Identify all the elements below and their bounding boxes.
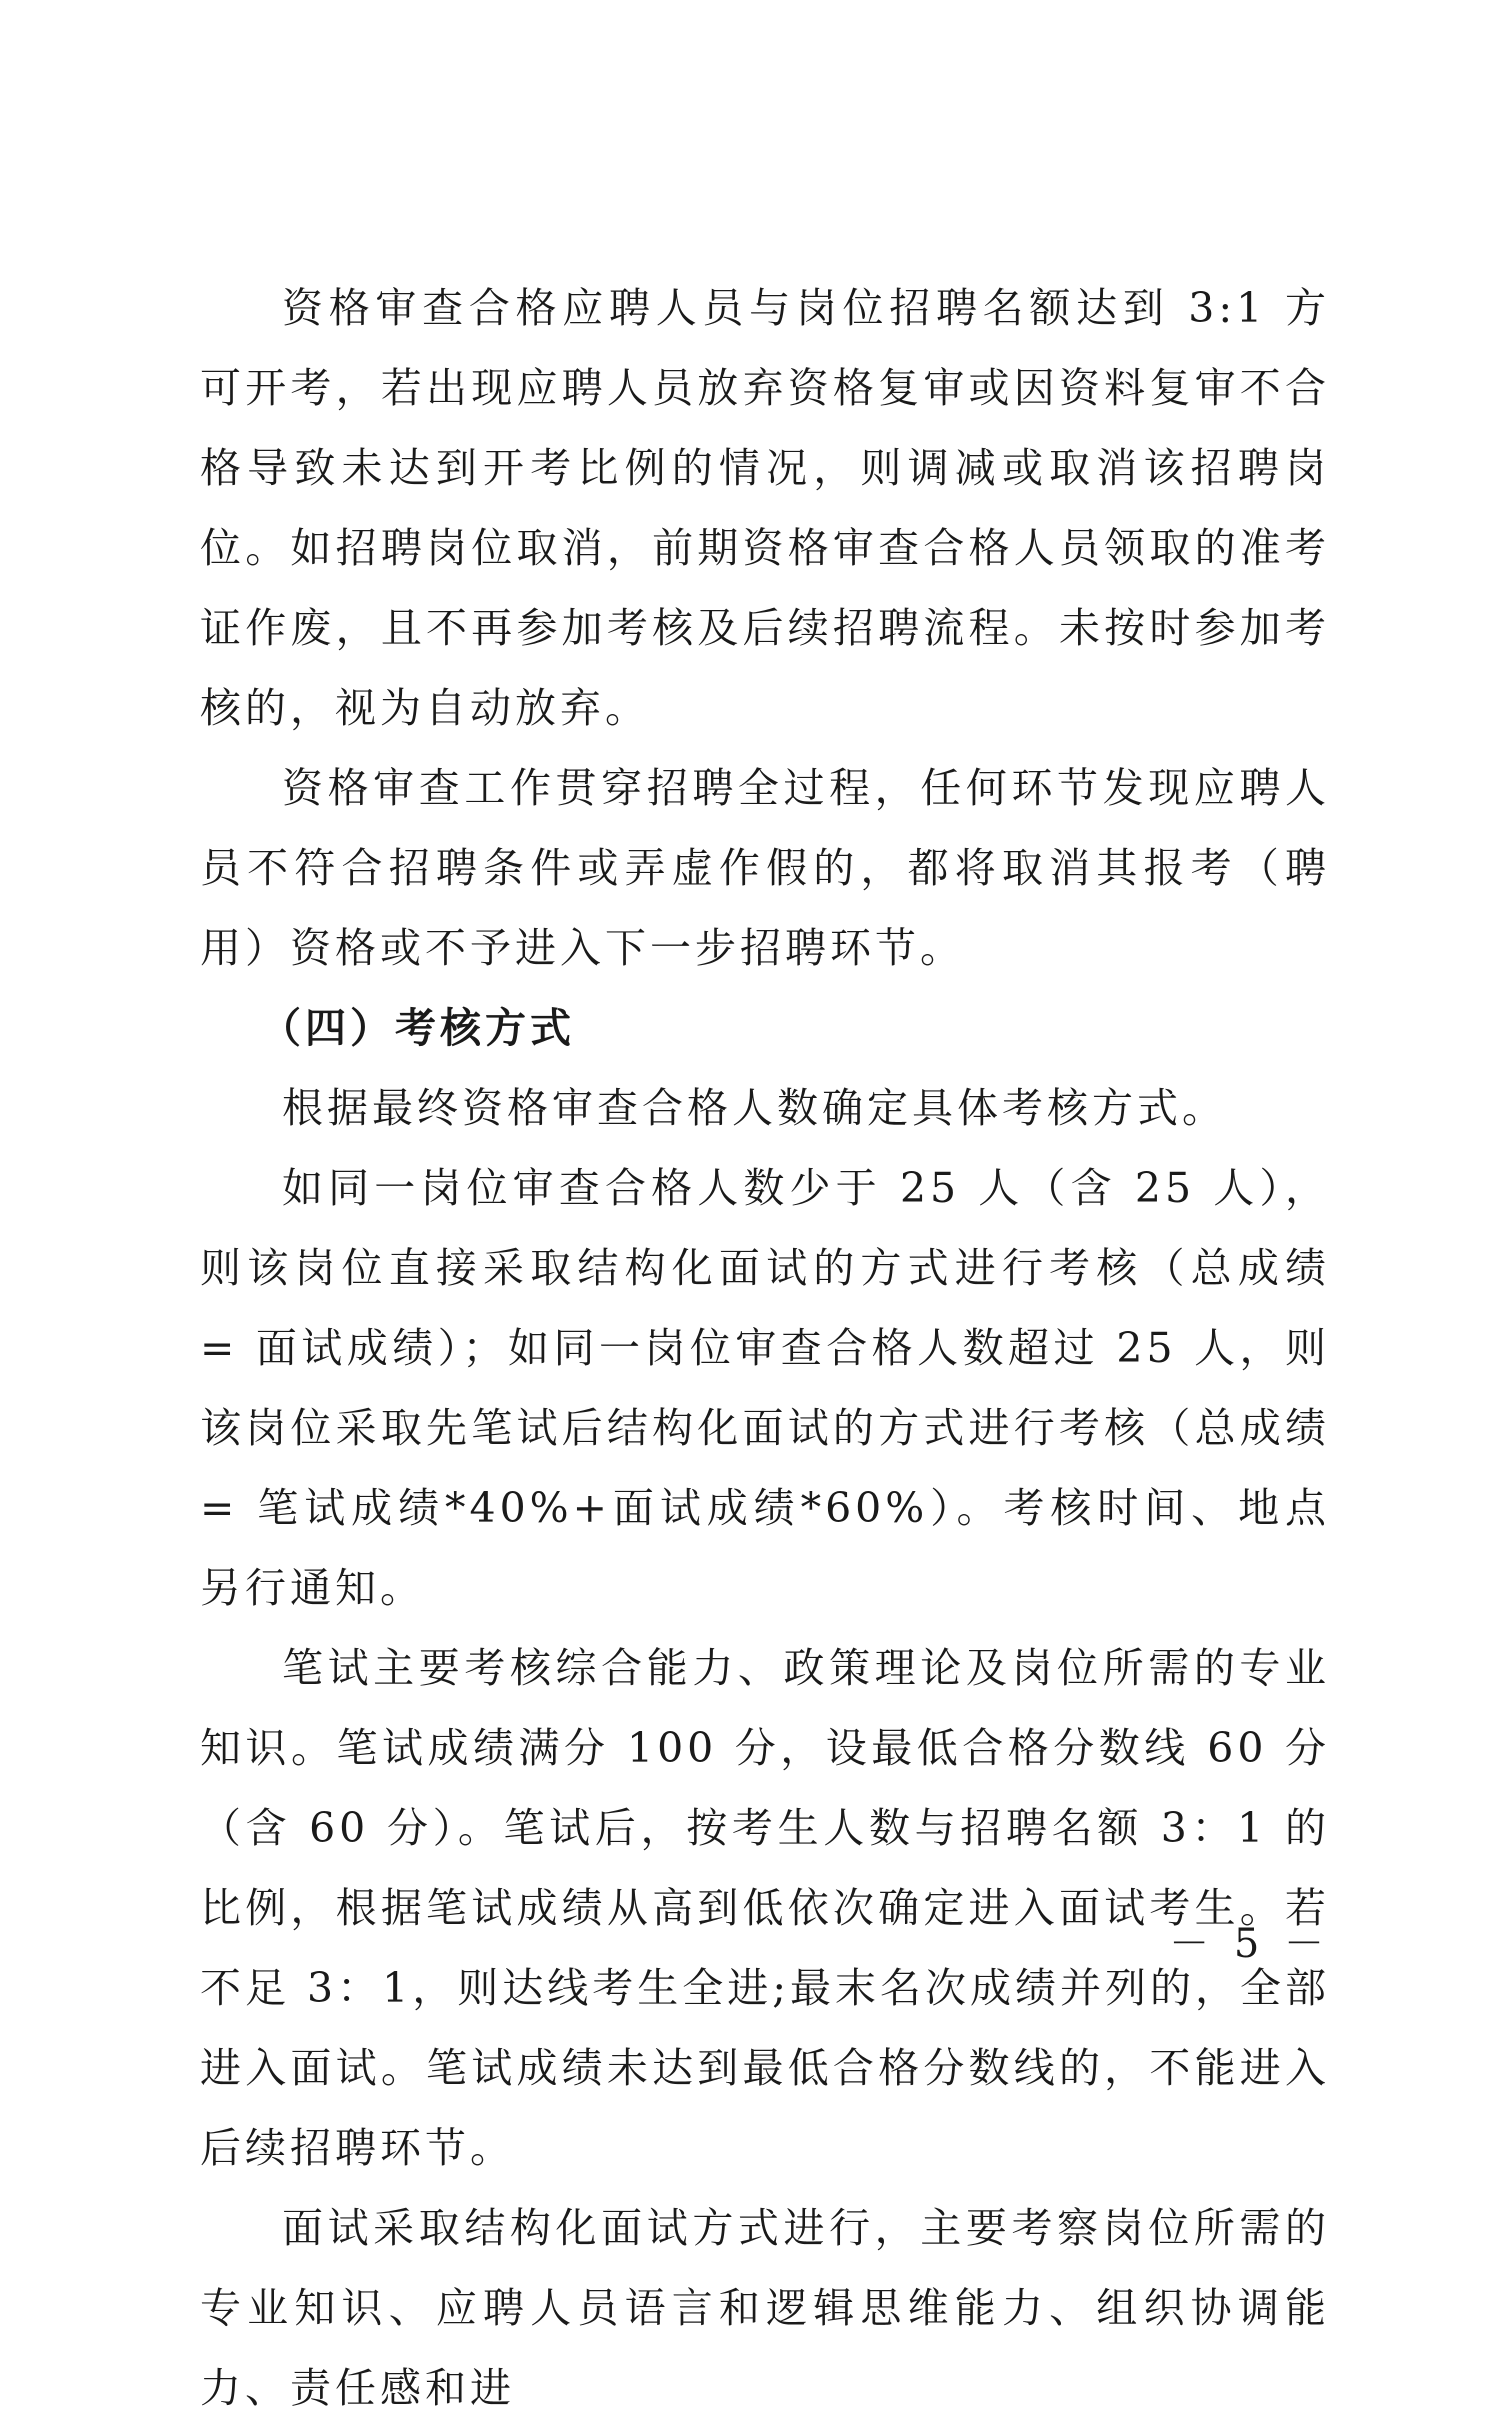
paragraph-interview-content: 面试采取结构化面试方式进行，主要考察岗位所需的专业知识、应聘人员语言和逻辑思维能力、组织协调能力、责任感和进 [200,2204,1330,2412]
section-heading-assessment: （四）考核方式 [260,1004,575,1052]
document-body [200,268,1330,2428]
paragraph-interview-rules: 如同一岗位审查合格人数少于 25 人（含 25 人），则该岗位直接采取结构化面试的方式进行考核（总成绩 = 面试成绩）；如同一岗位审查合格人数超过 25 人，则该岗位采取先笔试后结构化面试的方式进行考核（总成绩 = 笔试成绩*40%+面试成绩*60%）。考核时间、地点另行通知。 [200,1164,1330,1612]
paragraph-exam-ratio: 资格审查合格应聘人员与岗位招聘名额达到 3:1 方可开考，若出现应聘人员放弃资格复审或因资料复审不合格导致未达到开考比例的情况，则调减或取消该招聘岗位。如招聘岗位取消，前期资格审查合格人员领取的准考证作废，且不再参加考核及后续招聘流程。未按时参加考核的，视为自动放弃。 [200,284,1330,732]
page-number: － 5 － [1169,1921,1330,1967]
paragraph-qualification-review: 资格审查工作贯穿招聘全过程，任何环节发现应聘人员不符合招聘条件或弄虚作假的，都将取消其报考（聘用）资格或不予进入下一步招聘环节。 [200,764,1330,972]
paragraph-assessment-method: 根据最终资格审查合格人数确定具体考核方式。 [282,1084,1227,1132]
paragraph-written-exam: 笔试主要考核综合能力、政策理论及岗位所需的专业知识。笔试成绩满分 100 分，设最低合格分数线 60 分（含 60 分）。笔试后，按考生人数与招聘名额 3：1 的比例，根据笔试成绩从高到低依次确定进入面试考生。若不足 3：1，则达线考生全进;最末名次成绩并列的，全部进入面试。笔试成绩未达到最低合格分数线的，不能进入后续招聘环节。 [200,1644,1331,2172]
